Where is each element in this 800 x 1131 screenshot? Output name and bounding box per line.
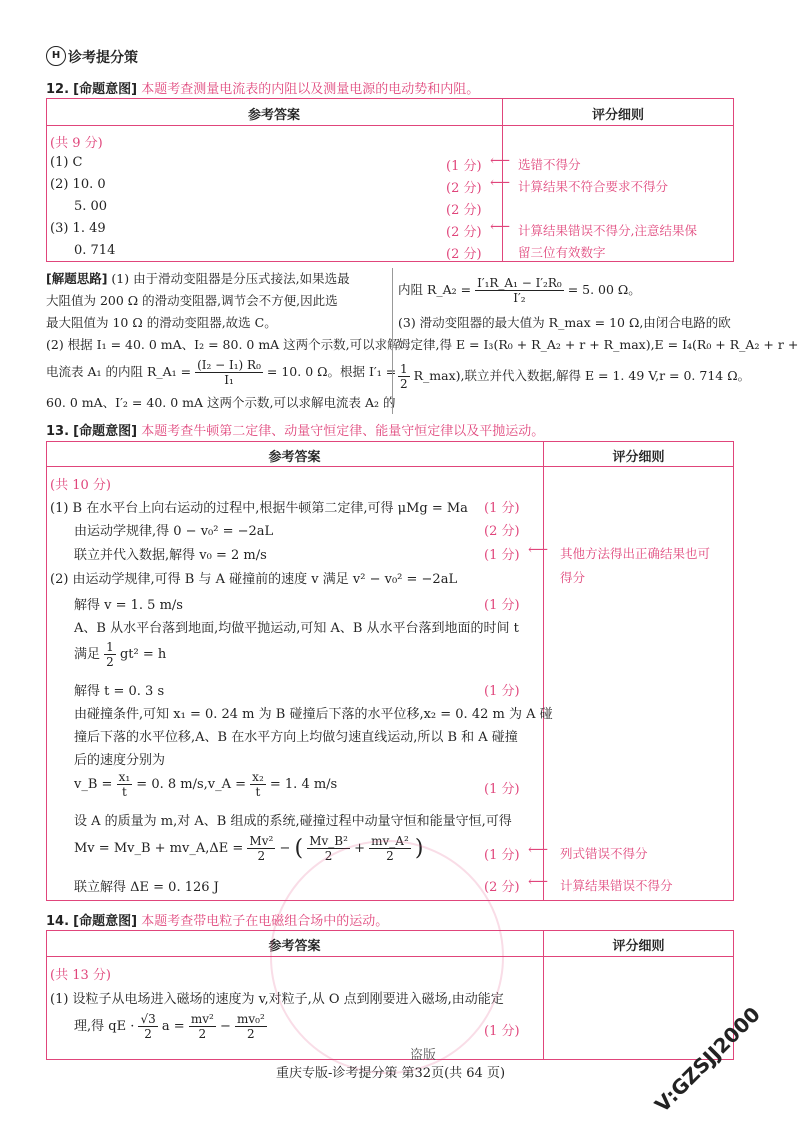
q13-line-18: −: [279, 841, 291, 856]
arrow-left-icon: ⟵: [490, 153, 511, 169]
q13-col-answer: 参考答案: [268, 450, 321, 465]
q13-line-10: 由碰撞条件,可知 x₁ = 0. 24 m 为 B 碰撞后下落的水平位移,x₂ = 0. 42 m 为 A 碰: [74, 707, 553, 722]
solution-right-4-row: [398, 362, 750, 391]
q13-score-1: (1 分): [484, 501, 520, 516]
q13-score-8: (2 分): [484, 880, 520, 895]
q13-line-8: gt² = h: [119, 647, 167, 662]
formula-fraction: [235, 1012, 267, 1041]
formula-fraction: [398, 362, 410, 391]
q12-note-2: 计算结果不符合要求不得分: [518, 179, 669, 194]
q13-line-13-row: [74, 770, 337, 799]
fraction-numerator: (I₂ − I₁) R₀: [197, 358, 261, 372]
fraction-numerator: mv_A²: [371, 834, 409, 848]
solution-left-2: 大阻值为 200 Ω 的滑动变阻器,调节会不方便,因此选: [46, 293, 338, 308]
fraction-numerator: x₂: [252, 770, 264, 784]
q12-score-4: (2 分): [446, 225, 482, 240]
solution-left-7: 60. 0 mA、I′₂ = 40. 0 mA 这两个示数,可以求解电流表 A₂ 的: [46, 395, 396, 410]
fraction-denominator: I₁: [224, 373, 234, 387]
q13-note-4: 计算结果错误不得分: [560, 878, 673, 893]
q13-line-16: 设 A 的质量为 m,对 A、B 组成的系统,碰撞过程中动量守恒和能量守恒,可得: [74, 814, 512, 829]
fraction-denominator: 2: [257, 849, 266, 863]
arrow-left-icon: ⟵: [528, 874, 549, 890]
q13-line-17: Mv = Mv_B + mv_A,ΔE =: [74, 841, 244, 856]
q13-line-5: 解得 v = 1. 5 m/s: [74, 598, 183, 613]
q12-note-3: 计算结果错误不得分,注意结果保: [518, 223, 697, 238]
paren-close: ): [414, 836, 424, 861]
q13-score-4: (1 分): [484, 598, 520, 613]
fraction-denominator: 2: [106, 655, 114, 669]
solution-right-prefix: 内阻 R_A₂ =: [398, 282, 472, 297]
solution-tag: [解题思路]: [46, 271, 108, 286]
q13-title: [46, 420, 544, 439]
brand-logo-icon: H: [46, 46, 66, 66]
page-footer: 重庆专版-诊考提分策 第32页(共 64 页): [276, 1066, 506, 1081]
formula-fraction: [475, 276, 564, 305]
solution-right-2: (3) 滑动变阻器的最大值为 R_max = 10 Ω,由闭合电路的欧: [398, 315, 731, 330]
q14-a-eq: a =: [161, 1019, 185, 1034]
q12-note-1: 选错不得分: [518, 157, 581, 172]
q12-number: 12.: [46, 82, 70, 97]
q12-score-1: (1 分): [446, 159, 482, 174]
q12-score-3: (2 分): [446, 203, 482, 218]
q13-note-2: 得分: [560, 570, 586, 585]
solution-left-1: (1) 由于滑动变阻器是分压式接法,如果选最: [111, 271, 350, 286]
q13-line-1: (1) B 在水平台上向右运动的过程中,根据牛顿第二定律,可得 μMg = Ma: [50, 501, 468, 516]
q13-score-5: (1 分): [484, 684, 520, 699]
fraction-numerator: mv₀²: [236, 1012, 265, 1026]
q13-score-6: (1 分): [484, 782, 520, 797]
solution-left-4: (2) 根据 I₁ = 40. 0 mA、I₂ = 80. 0 mA 这两个示数,可以求解: [46, 337, 400, 352]
q13-line-19: 联立解得 ΔE = 0. 126 J: [74, 880, 219, 895]
q14-number: 14.: [46, 914, 70, 929]
fraction-denominator: I′₂: [513, 291, 526, 305]
paren-open: (: [294, 836, 304, 861]
arrow-left-icon: ⟵: [490, 175, 511, 191]
q12-row-2: (2) 10. 0: [50, 177, 106, 192]
arrow-left-icon: ⟵: [528, 842, 549, 858]
arrow-left-icon: ⟵: [490, 219, 511, 235]
q13-line-7-row: [74, 640, 166, 669]
minus-sign: −: [219, 1019, 231, 1034]
formula-fraction: [189, 1012, 216, 1041]
fraction-denominator: 2: [144, 1027, 152, 1041]
q13-line-11: 撞后下落的水平位移,A、B 在水平方向上均做匀速直线运动,所以 B 和 A 碰撞: [74, 730, 518, 745]
formula-fraction: [104, 640, 116, 669]
formula-fraction: [250, 770, 266, 799]
q13-line-2: 由运动学规律,得 0 − v₀² = −2aL: [74, 524, 274, 539]
footer-stamp-text: 盗版: [410, 1048, 437, 1063]
fraction-numerator: Mv²: [249, 834, 274, 848]
q14-line-2-row: [74, 1012, 267, 1041]
brand-title: 诊考提分策: [68, 50, 138, 66]
solution-left-6: = 10. 0 Ω。根据 I′₁ =: [266, 364, 397, 379]
q14-tag: [命题意图]: [73, 914, 138, 929]
q13-column-divider: [543, 441, 544, 901]
q12-score-5: (2 分): [446, 247, 482, 262]
plus-sign: +: [354, 841, 365, 856]
fraction-denominator: 2: [386, 849, 394, 863]
fraction-denominator: 2: [400, 377, 408, 391]
diagonal-watermark: V:GZSJJ2000: [650, 1002, 765, 1117]
q14-intent: 本题考查带电粒子在电磁组合场中的运动。: [141, 914, 389, 929]
formula-fraction: [117, 770, 133, 799]
q12-title: [46, 78, 479, 97]
formula-fraction: [138, 1012, 157, 1041]
formula-fraction: [247, 834, 275, 863]
solution-line-1: [46, 268, 350, 290]
q14-line-2-prefix: 理,得 qE ·: [74, 1019, 135, 1034]
q13-line-7: 满足: [74, 647, 101, 662]
q13-line-12: 后的速度分别为: [74, 753, 166, 768]
q13-tag: [命题意图]: [73, 424, 138, 439]
arrow-left-icon: ⟵: [528, 542, 549, 558]
solution-left-5-row: [46, 358, 396, 387]
q12-row-3: 5. 00: [74, 199, 108, 214]
q12-tag: [命题意图]: [73, 82, 138, 97]
q13-header-divider: [46, 466, 734, 467]
q12-intent: 本题考查测量电流表的内阻以及测量电源的电动势和内阻。: [141, 82, 480, 97]
q12-row-5: 0. 714: [74, 243, 116, 258]
q14-col-rules: 评分细则: [612, 939, 665, 954]
fraction-denominator: t: [121, 785, 127, 799]
fraction-denominator: 2: [198, 1027, 207, 1041]
q12-score-2: (2 分): [446, 181, 482, 196]
fraction-denominator: 2: [324, 849, 333, 863]
q13-score-2: (2 分): [484, 524, 520, 539]
fraction-numerator: 1: [400, 362, 408, 376]
q13-line-14: = 0. 8 m/s,v_A =: [136, 777, 247, 792]
q13-line-13: v_B =: [74, 777, 113, 792]
q12-col-rules: 评分细则: [591, 108, 644, 123]
q12-header-divider: [46, 125, 734, 126]
q13-score-7: (1 分): [484, 848, 520, 863]
q13-line-9: 解得 t = 0. 3 s: [74, 684, 165, 699]
q14-line-1: (1) 设粒子从电场进入磁场的速度为 v,对粒子,从 O 点到刚要进入磁场,由动能定: [50, 992, 504, 1007]
q14-col-answer: 参考答案: [268, 939, 321, 954]
formula-fraction: [195, 358, 263, 387]
fraction-numerator: I′₁R_A₁ − I′₂R₀: [477, 276, 562, 290]
solution-right-3: 姆定律,得 E = I₃(R₀ + R_A₂ + r + R_max),E = I₄(R₀ + R_A₂ + r +: [398, 337, 799, 352]
fraction-numerator: √3: [140, 1012, 156, 1026]
q12-note-4: 留三位有效数字: [518, 245, 606, 260]
q13-note-1: 其他方法得出正确结果也可: [560, 546, 711, 561]
q13-line-4: (2) 由运动学规律,可得 B 与 A 碰撞前的速度 v 满足 v² − v₀² = −2aL: [50, 572, 458, 587]
solution-divider: [392, 268, 393, 414]
solution-right-4: R_max),联立并代入数据,解得 E = 1. 49 V,r = 0. 714 Ω。: [413, 368, 751, 383]
q13-total: (共 10 分): [50, 478, 111, 493]
q12-row-4: (3) 1. 49: [50, 221, 106, 236]
fraction-denominator: t: [255, 785, 261, 799]
solution-right-result: = 5. 00 Ω。: [567, 282, 641, 297]
q14-total: (共 13 分): [50, 968, 111, 983]
fraction-denominator: 2: [247, 1027, 255, 1041]
q13-intent: 本题考查牛顿第二定律、动量守恒定律、能量守恒定律以及平抛运动。: [141, 424, 545, 439]
fraction-numerator: x₁: [118, 770, 131, 784]
watermark-stamp: [270, 840, 504, 1074]
fraction-numerator: 1: [106, 640, 114, 654]
q12-col-answer: 参考答案: [247, 108, 300, 123]
q13-number: 13.: [46, 424, 70, 439]
solution-right-1-row: [398, 276, 641, 305]
q13-col-rules: 评分细则: [612, 450, 665, 465]
fraction-numerator: Mv_B²: [309, 834, 348, 848]
solution-left-5: 电流表 A₁ 的内阻 R_A₁ =: [46, 364, 192, 379]
q12-total: (共 9 分): [50, 136, 103, 151]
q13-score-3: (1 分): [484, 548, 520, 563]
q14-score-1: (1 分): [484, 1024, 520, 1039]
q13-line-15: = 1. 4 m/s: [269, 777, 338, 792]
q13-line-6: A、B 从水平台落到地面,均做平抛运动,可知 A、B 从水平台落到地面的时间 t: [74, 621, 519, 636]
solution-left-3: 最大阻值为 10 Ω 的滑动变阻器,故选 C。: [46, 315, 277, 330]
q12-row-1: (1) C: [50, 155, 83, 170]
q13-line-3: 联立并代入数据,解得 v₀ = 2 m/s: [74, 548, 267, 563]
q13-note-3: 列式错误不得分: [560, 846, 648, 861]
fraction-numerator: mv²: [190, 1012, 214, 1026]
